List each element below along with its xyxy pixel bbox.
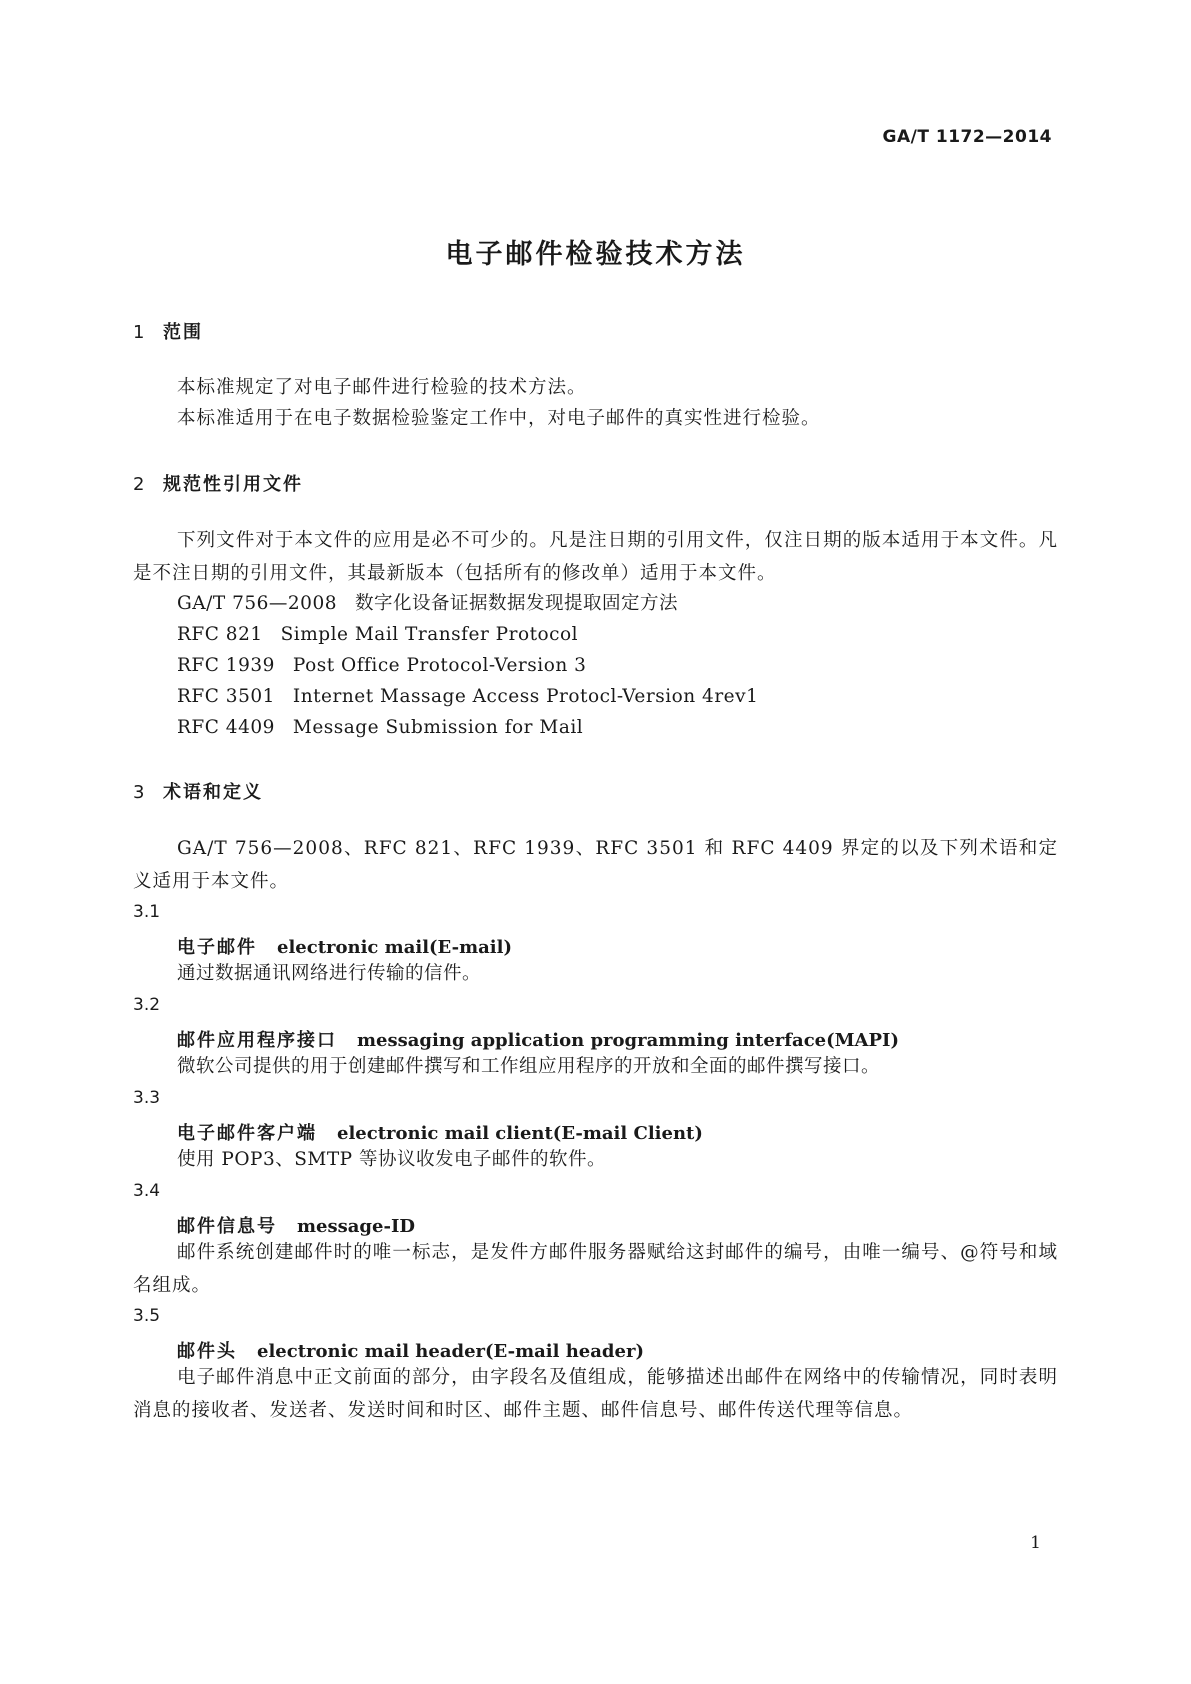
- reference-title: 数字化设备证据数据发现提取固定方法: [354, 593, 678, 614]
- term-definition: 微软公司提供的用于创建邮件撰写和工作组应用程序的开放和全面的邮件撰写接口。: [177, 1056, 881, 1077]
- clause-number: 3.3: [133, 1088, 161, 1108]
- page-number: 1: [1030, 1533, 1041, 1553]
- reference-item: [177, 711, 583, 744]
- term-zh: 电子邮件客户端: [177, 1123, 317, 1144]
- term-definition: 使用 POP3、SMTP 等协议收发电子邮件的软件。: [177, 1149, 606, 1170]
- section-heading-terms-definitions: [133, 778, 263, 804]
- reference-item: [177, 618, 578, 651]
- section-title: 术语和定义: [163, 782, 263, 803]
- section-heading-scope: [133, 318, 203, 344]
- reference-code: RFC 821: [177, 624, 263, 645]
- term-definition: 邮件系统创建邮件时的唯一标志，是发件方邮件服务器赋给这封邮件的编号，由唯一编号、@符号和域名组成。: [133, 1242, 1058, 1296]
- reference-title: Internet Massage Access Protocl-Version 4rev1: [292, 686, 759, 707]
- term-heading: [177, 1337, 644, 1363]
- term-en: electronic mail client(E-mail Client): [337, 1123, 703, 1144]
- section-title: 范围: [163, 322, 203, 343]
- term-definition: 电子邮件消息中正文前面的部分，由字段名及值组成，能够描述出邮件在网络中的传输情况，同时表明消息的接收者、发送者、发送时间和时区、邮件主题、邮件信息号、邮件传送代理等信息。: [133, 1367, 1058, 1421]
- term-en: electronic mail(E-mail): [277, 937, 512, 958]
- reference-item: [177, 649, 586, 682]
- reference-code: RFC 4409: [177, 717, 275, 738]
- clause-number: 3.5: [133, 1306, 161, 1326]
- term-heading: [177, 933, 512, 959]
- clause-number: 3.2: [133, 995, 161, 1015]
- section-heading-normative-references: [133, 470, 303, 496]
- term-en: messaging application programming interface(MAPI): [357, 1030, 899, 1051]
- section-title: 规范性引用文件: [163, 474, 303, 495]
- term-zh: 电子邮件: [177, 937, 257, 958]
- reference-item: [177, 680, 758, 713]
- term-zh: 邮件信息号: [177, 1216, 277, 1237]
- term-heading: [177, 1212, 415, 1238]
- scope-paragraph-2: 本标准适用于在电子数据检验鉴定工作中，对电子邮件的真实性进行检验。: [177, 408, 821, 429]
- reference-item: [177, 587, 678, 620]
- reference-code: GA/T 756—2008: [177, 593, 337, 614]
- document-title: 电子邮件检验技术方法: [445, 239, 746, 270]
- scope-paragraph-1: 本标准规定了对电子邮件进行检验的技术方法。: [177, 377, 587, 398]
- references-intro: 下列文件对于本文件的应用是必不可少的。凡是注日期的引用文件，仅注日期的版本适用于本文件。凡是不注日期的引用文件，其最新版本（包括所有的修改单）适用于本文件。: [133, 530, 1058, 584]
- section-number: 3: [133, 782, 145, 803]
- term-en: electronic mail header(E-mail header): [257, 1341, 644, 1362]
- term-definition: 通过数据通讯网络进行传输的信件。: [177, 963, 482, 984]
- clause-number: 3.1: [133, 902, 161, 922]
- section-number: 2: [133, 474, 145, 495]
- section-number: 1: [133, 322, 145, 343]
- term-zh: 邮件头: [177, 1341, 237, 1362]
- reference-code: RFC 3501: [177, 686, 275, 707]
- standard-code: GA/T 1172—2014: [882, 127, 1052, 147]
- reference-title: Simple Mail Transfer Protocol: [280, 624, 579, 645]
- reference-title: Post Office Protocol-Version 3: [292, 655, 587, 676]
- term-heading: [177, 1026, 899, 1052]
- reference-title: Message Submission for Mail: [292, 717, 584, 738]
- reference-code: RFC 1939: [177, 655, 275, 676]
- term-heading: [177, 1119, 703, 1145]
- term-en: message-ID: [297, 1216, 415, 1237]
- term-zh: 邮件应用程序接口: [177, 1030, 337, 1051]
- terms-intro: GA/T 756—2008、RFC 821、RFC 1939、RFC 3501 和 RFC 4409 界定的以及下列术语和定义适用于本文件。: [133, 838, 1058, 892]
- clause-number: 3.4: [133, 1181, 161, 1201]
